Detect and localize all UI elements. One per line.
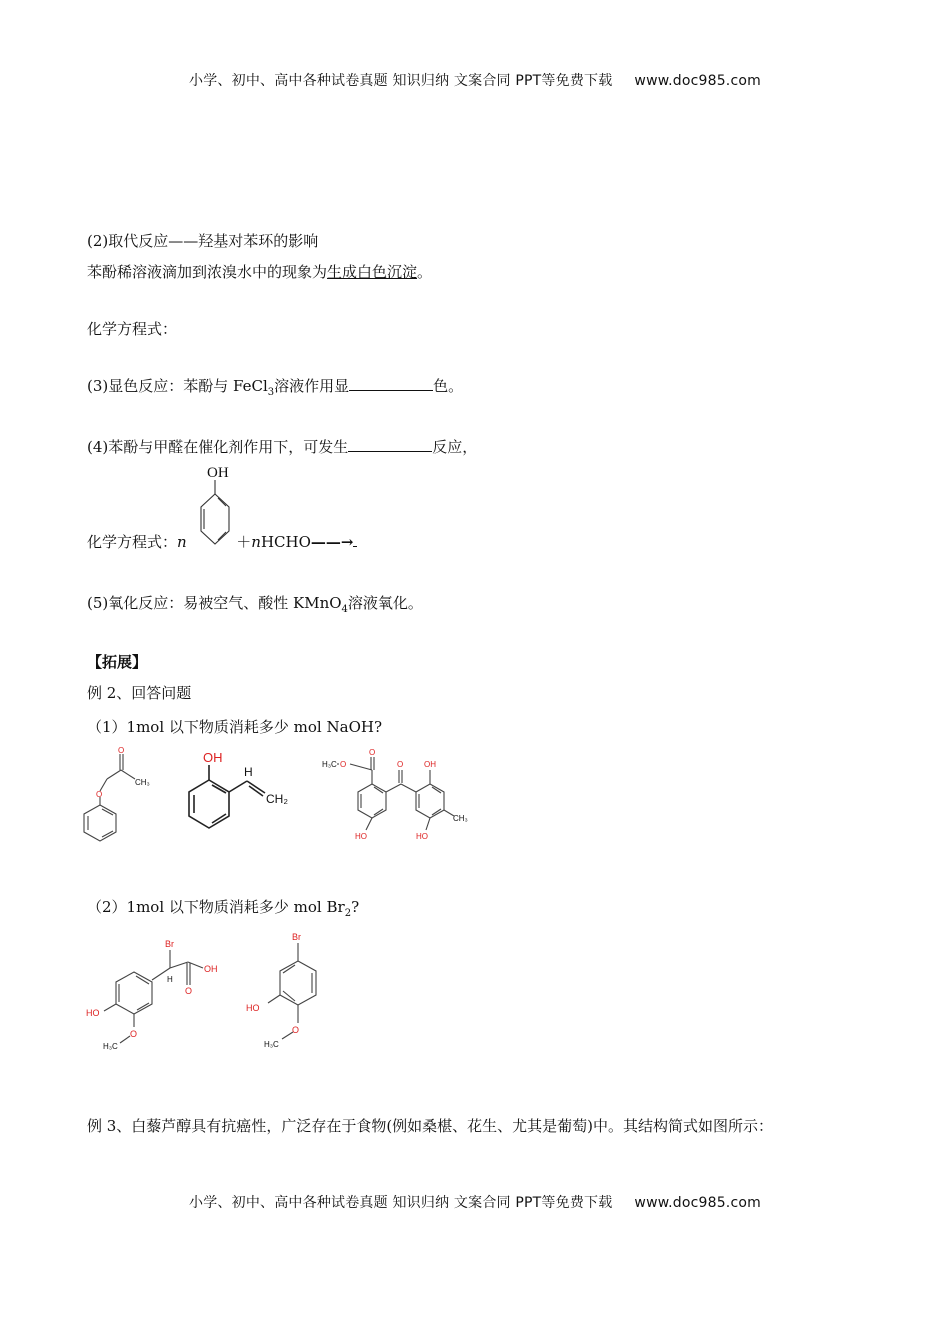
eq2-label: 化学方程式： — [87, 533, 178, 551]
acid-h-label: H — [167, 975, 173, 984]
example-2-title: 例 2、回答问题 — [87, 684, 192, 702]
ester-h3c-label: H₃C — [322, 760, 337, 769]
section-4 — [87, 436, 477, 457]
ketone-o-label: O — [397, 760, 404, 769]
example-3: 例 3、白藜芦醇具有抗癌性，广泛存在于食物(例如桑椹、花生、尤其是葡萄)中。其结构简式如图所示： — [87, 1117, 774, 1135]
vinylphenol-ch2-label: CH₂ — [266, 792, 288, 806]
footer-text: 小学、初中、高中各种试卷真题 知识归纳 文案合同 PPT等免费下载 — [189, 1195, 613, 1211]
acid-h3c-label: H₃C — [103, 1042, 118, 1051]
acid-ome-o-label: O — [130, 1029, 138, 1039]
page-footer — [0, 1192, 950, 1212]
q2-end: ? — [351, 898, 360, 916]
ring2-ho-label: HO — [416, 832, 428, 841]
phenol-structure — [190, 458, 240, 554]
ring2-ch3-label: CH₃ — [453, 814, 468, 823]
page-header — [0, 70, 950, 90]
s3-blank[interactable] — [349, 376, 433, 391]
eq2-arrow: ——→ — [310, 533, 354, 551]
acetate-o1-label: O — [118, 746, 125, 755]
ring1-ho-label: HO — [355, 832, 367, 841]
vinylphenol-structure — [175, 748, 295, 838]
s2-text: 苯酚稀溶液滴加到浓溴水中的现象为 — [87, 263, 328, 281]
s4-blank[interactable] — [348, 437, 432, 452]
phenol-ome-o-label: O — [292, 1025, 300, 1035]
acetate-ch3-label: CH₃ — [135, 778, 150, 787]
s5-sub: 4 — [341, 604, 348, 615]
ester-co-label: O — [369, 748, 376, 757]
ester-o-label: O — [340, 760, 347, 769]
eq2-n: n — [177, 533, 187, 551]
extension-heading: 【拓展】 — [87, 653, 148, 671]
s3-text2: 溶液作用显 — [274, 377, 350, 395]
s3-end: 色。 — [433, 377, 464, 395]
s3-text: (3)显色反应：苯酚与 FeCl — [87, 377, 268, 395]
phenol-h3c-label: H₃C — [264, 1040, 279, 1049]
equation-label: 化学方程式： — [87, 320, 178, 338]
ring2-oh-top-label: OH — [424, 760, 436, 769]
eq2-n2: n — [251, 533, 261, 551]
section-5 — [87, 592, 423, 615]
eq2-hcho: HCHO — [260, 533, 311, 551]
example-2-q1: （1）1mol 以下物质消耗多少 mol NaOH? — [87, 718, 382, 736]
header-text: 小学、初中、高中各种试卷真题 知识归纳 文案合同 PPT等免费下载 — [189, 73, 613, 89]
s5-end: 溶液氧化。 — [347, 594, 423, 612]
footer-url[interactable]: www.doc985.com — [634, 1195, 761, 1211]
s4-end: 反应， — [432, 438, 478, 456]
acetate-o2-label: O — [96, 790, 103, 799]
phenol-br-label: Br — [292, 932, 301, 942]
s4-text: (4)苯酚与甲醛在催化剂作用下，可发生 — [87, 438, 349, 456]
phenyl-acetate-structure — [80, 745, 160, 845]
header-url[interactable]: www.doc985.com — [634, 73, 761, 89]
acid-oh-label: OH — [204, 964, 218, 974]
s2-answer: 生成白色沉淀 — [327, 263, 418, 281]
q2-text: （2）1mol 以下物质消耗多少 mol Br — [87, 898, 345, 916]
bromo-methoxyphenol-structure — [242, 925, 332, 1055]
vinylphenol-h-label: H — [244, 765, 253, 779]
phenol-ho-label: HO — [246, 1003, 260, 1013]
phenol-oh-label: OH — [207, 465, 229, 481]
section-3 — [87, 375, 463, 398]
benzophenone-ester-structure — [318, 748, 478, 844]
vinylphenol-oh-label: OH — [203, 750, 223, 765]
example-2-q2 — [87, 896, 359, 919]
acid-o-label: O — [185, 986, 193, 996]
acid-br-label: Br — [165, 939, 174, 949]
acid-ho-label: HO — [86, 1008, 100, 1018]
section-2-title: (2)取代反应——羟基对苯环的影响 — [87, 232, 319, 250]
eq2-plus: ＋ — [236, 533, 252, 551]
s3-sub: 3 — [267, 387, 275, 398]
bromo-acid-structure — [82, 932, 227, 1057]
section-2-text — [87, 261, 432, 282]
q2-sub: 2 — [344, 908, 352, 919]
s2-end: 。 — [417, 263, 433, 281]
s5-text: (5)氧化反应：易被空气、酸性 KMnO — [87, 594, 342, 612]
